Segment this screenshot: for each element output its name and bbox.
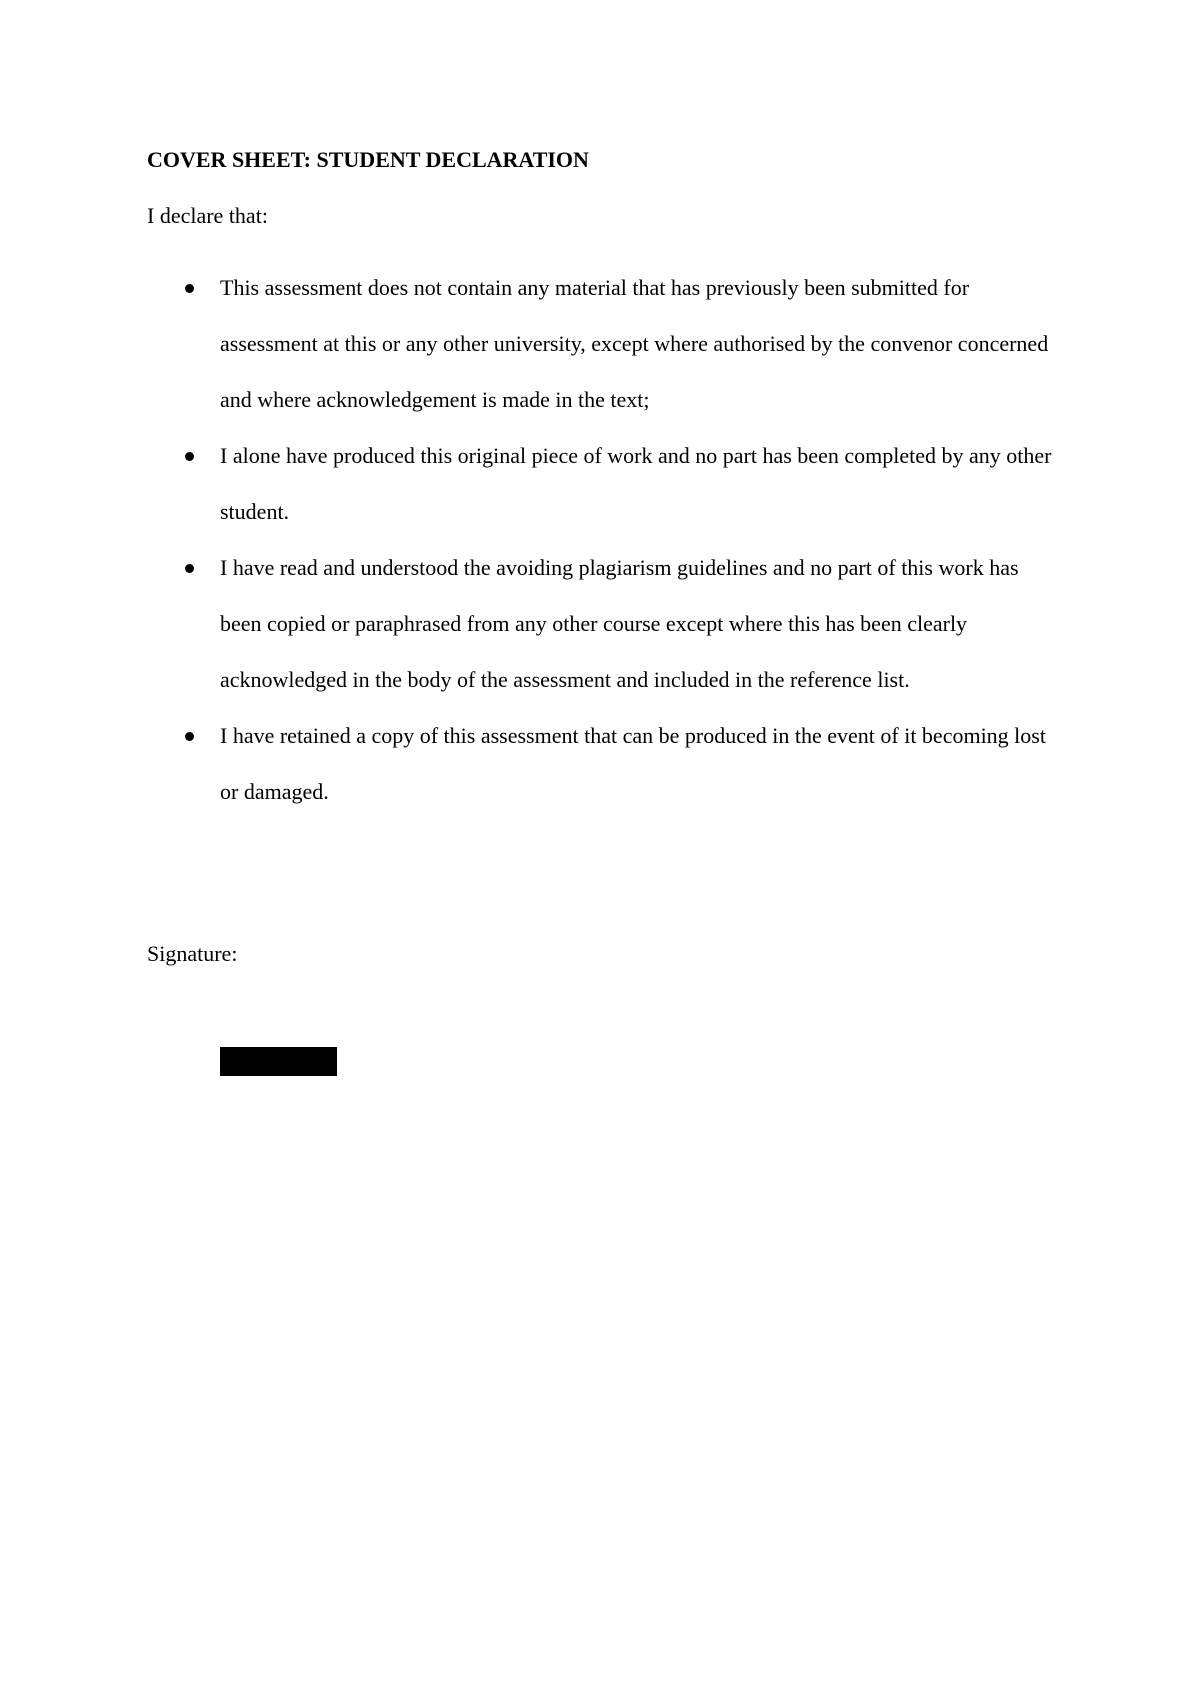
page-title: COVER SHEET: STUDENT DECLARATION bbox=[147, 147, 589, 172]
bullet-icon bbox=[185, 564, 194, 573]
bullet-icon bbox=[185, 284, 194, 293]
declaration-item bbox=[0, 260, 1200, 428]
signature-redaction bbox=[220, 1047, 337, 1076]
bullet-icon bbox=[185, 452, 194, 461]
declaration-intro: I declare that: bbox=[147, 203, 268, 228]
declaration-text: This assessment does not contain any material that has previously been submitted for assessment at this or any other university, except where authorised by the convenor concerned and where acknowledgement is made in the text; bbox=[220, 275, 1049, 412]
declaration-list bbox=[0, 260, 1200, 820]
declaration-text: I have retained a copy of this assessment that can be produced in the event of it becoming lost or damaged. bbox=[220, 723, 1046, 804]
declaration-item bbox=[0, 540, 1200, 708]
declaration-text: I have read and understood the avoiding plagiarism guidelines and no part of this work has been copied or paraphrased from any other course except where this has been clearly acknowledged in the body of the assessment and included in the reference list. bbox=[220, 555, 1019, 692]
declaration-item bbox=[0, 708, 1200, 820]
declaration-item bbox=[0, 428, 1200, 540]
bullet-icon bbox=[185, 732, 194, 741]
signature-label: Signature: bbox=[147, 941, 238, 966]
declaration-text: I alone have produced this original piece of work and no part has been completed by any other student. bbox=[220, 443, 1052, 524]
